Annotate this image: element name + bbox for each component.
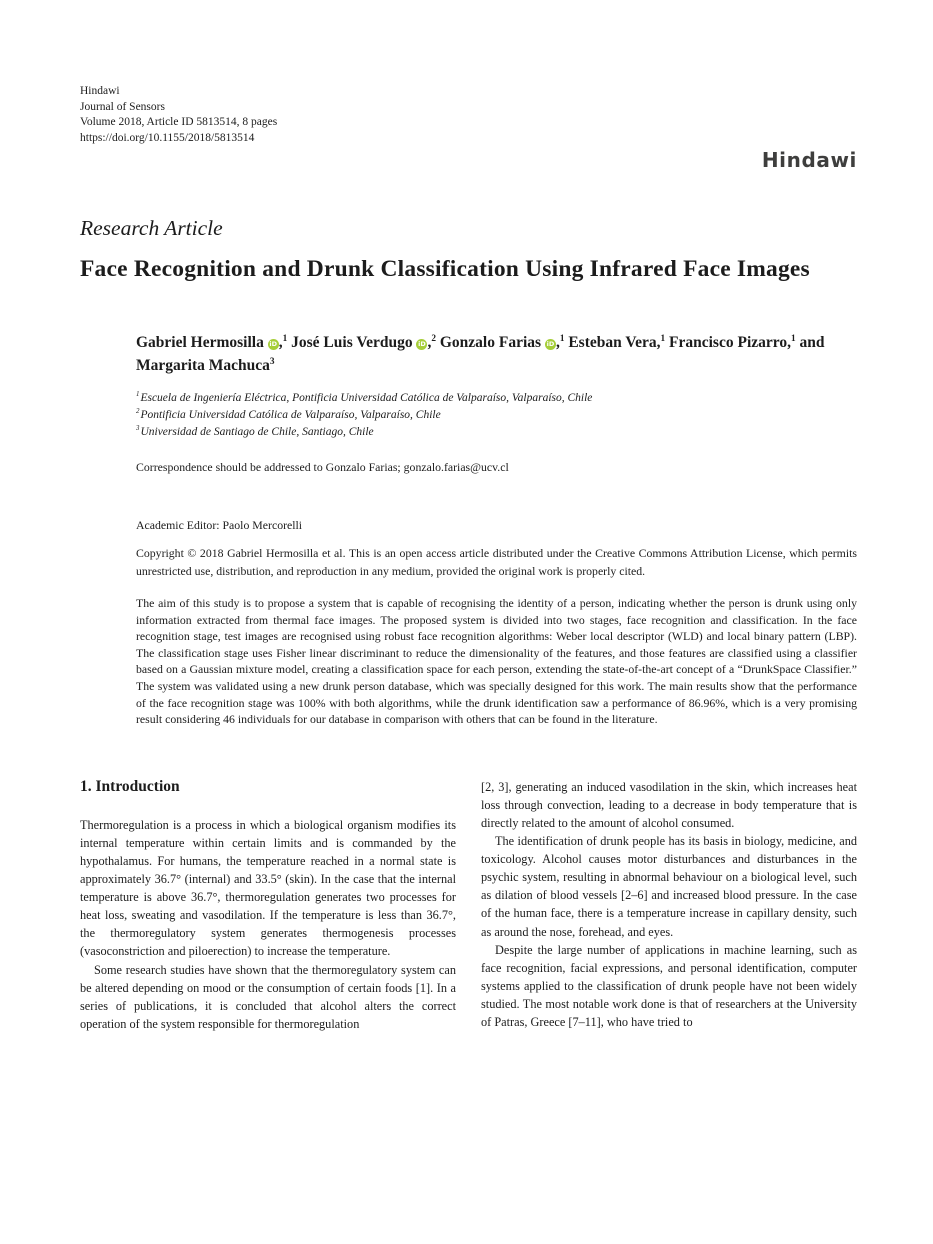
body-paragraph: The identification of drunk people has its basis in biology, medicine, and toxicology. Alcohol causes motor disturbances and disturbances in the psychic system, resulting in abnormal behaviour on a biological level, such as dilation of blood vessels [2–6] and increased blood pressure. In the case of the human face, there is a temperature increase in capillary density, such as around the nose, forehead, and eyes. xyxy=(481,834,857,939)
orcid-icon[interactable]: iD xyxy=(546,340,555,348)
body-paragraph: Thermoregulation is a process in which a biological organism modifies its internal temperature within certain limits and is commanded by the hypothalamus. For humans, the temperature reached in a normal state is approximately 36.7° (internal) and 33.5° (skin). In the case that the internal temperature is above 36.7°, thermoregulation generates two processes for heat loss, sweating and vasodilation. If the temperature is less than 36.7°, the thermoregulatory system generates thermogenesis processes (vasoconstriction and piloerection) to increase the temperature. xyxy=(80,817,456,959)
author-name: Gonzalo Farias xyxy=(439,334,542,351)
author: José Luis Verdugo iD ,$^2$ xyxy=(291,333,436,351)
right-column-paragraphs xyxy=(481,778,857,1031)
body-paragraph: Some research studies have shown that the thermoregulatory system can be altered depending on mood or the consumption of certain foods [1]. In a series of publications, it is concluded that alcohol alters the correct operation of the system responsible for thermoregulation xyxy=(80,962,456,1031)
author: and Margarita Machuca$^3$ xyxy=(136,334,825,374)
correspondence-line xyxy=(136,460,857,475)
affiliation-superscript: 2 xyxy=(431,333,436,344)
volume-info: Volume 2018, Article ID 5813514, 8 pages xyxy=(80,116,278,128)
affiliation-superscript: 1 xyxy=(282,333,288,344)
author: Esteban Vera,$^1$ xyxy=(568,333,666,351)
author-name: Margarita Machuca xyxy=(136,357,270,374)
affiliation-line: $^2$Pontificia Universidad Católica de Valparaíso, Valparaíso, Chile xyxy=(136,408,441,421)
author-list xyxy=(136,331,857,377)
author: Gonzalo Farias iD ,$^1$ xyxy=(439,333,565,351)
affiliation-line: $^1$Escuela de Ingeniería Eléctrica, Pontificia Universidad Católica de Valparaíso, Valparaíso, Chile xyxy=(136,391,593,404)
author-name: Esteban Vera xyxy=(568,334,657,351)
left-column-paragraphs xyxy=(80,816,456,1033)
author-name: José Luis Verdugo xyxy=(291,334,413,351)
body-paragraph: [2, 3], generating an induced vasodilation in the skin, which increases heat loss through convection, leading to a decrease in body temperature that is directly related to the amount of alcohol consumed. xyxy=(481,779,857,830)
affiliation-superscript: 1 xyxy=(559,333,565,344)
affiliation-superscript: 3 xyxy=(269,356,275,367)
publisher-name: Hindawi xyxy=(80,85,120,97)
author: Gabriel Hermosilla iD ,$^1$ xyxy=(136,333,288,351)
author: Francisco Pizarro,$^1$ xyxy=(669,333,796,351)
affiliation-superscript: 1 xyxy=(660,333,666,344)
affiliation-list xyxy=(136,390,857,441)
orcid-icon[interactable]: iD xyxy=(418,340,426,348)
right-column xyxy=(481,778,857,1033)
journal-name: Journal of Sensors xyxy=(80,100,165,113)
article-type-label: Research Article xyxy=(80,216,223,240)
article-title: Face Recognition and Drunk Classification Using Infrared Face Images xyxy=(80,256,810,282)
left-column xyxy=(80,778,456,1033)
doi-link[interactable]: https://doi.org/10.1155/2018/5813514 xyxy=(80,131,255,144)
copyright-notice: Copyright © 2018 Gabriel Hermosilla et al. This is an open access article distributed under the Creative Commons Attribution License, which permits unrestricted use, distribution, and reproduction in any medium, provided the original work is properly cited. xyxy=(136,546,857,578)
author-name: Gabriel Hermosilla xyxy=(136,334,264,351)
author-name: Francisco Pizarro xyxy=(669,334,788,351)
abstract-text: The aim of this study is to propose a system that is capable of recognising the identity of a person, indicating whether the person is drunk using only information extracted from thermal face images. The proposed system is divided into two stages, face recognition and classification. In the face recognition stage, test images are recognised using robust face recognition algorithms: Weber local descriptor (WLD) and local binary pattern (LBP). The classification stage uses Fisher linear discriminant to reduce the dimensionality of the features, and those features are classified using a classifier based on a Gaussian mixture model, creating a classification space for each person, extending the state-of-the-art concept of a “DrunkSpace Classifier.” The system was validated using a new drunk person database, which was specially designed for this work. The main results show that the performance of the face recognition stage was 100% with both algorithms, while the drunk identification saw a performance of 86.96%, which is a very promising result considering 46 individuals for our database in comparison with others that can be found in the literature. xyxy=(136,596,857,727)
hindawi-logo: Hindawi xyxy=(761,148,857,172)
front-matter xyxy=(136,331,857,728)
orcid-icon[interactable]: iD xyxy=(269,340,278,348)
body-paragraph: Despite the large number of applications in machine learning, such as face recognition, facial expressions, and personal identification, computer systems applied to the classification of drunk people have not been widely studied. The most notable work done is that of researchers at the University of Patras, Greece [7–11], who have tried to xyxy=(481,942,857,1029)
affiliation-line: $^3$Universidad de Santiago de Chile, Santiago, Chile xyxy=(136,425,374,438)
section-heading-introduction: 1. Introduction xyxy=(80,777,180,795)
academic-editor-line: Academic Editor: Paolo Mercorelli xyxy=(136,518,303,532)
correspondence-email-link[interactable]: gonzalo.farias@ucv.cl xyxy=(403,460,509,474)
header-meta xyxy=(80,84,857,146)
affiliation-superscript: 1 xyxy=(790,333,796,344)
article-body xyxy=(80,778,857,1033)
correspondence-text: Correspondence should be addressed to Gonzalo Farias; xyxy=(136,460,404,474)
